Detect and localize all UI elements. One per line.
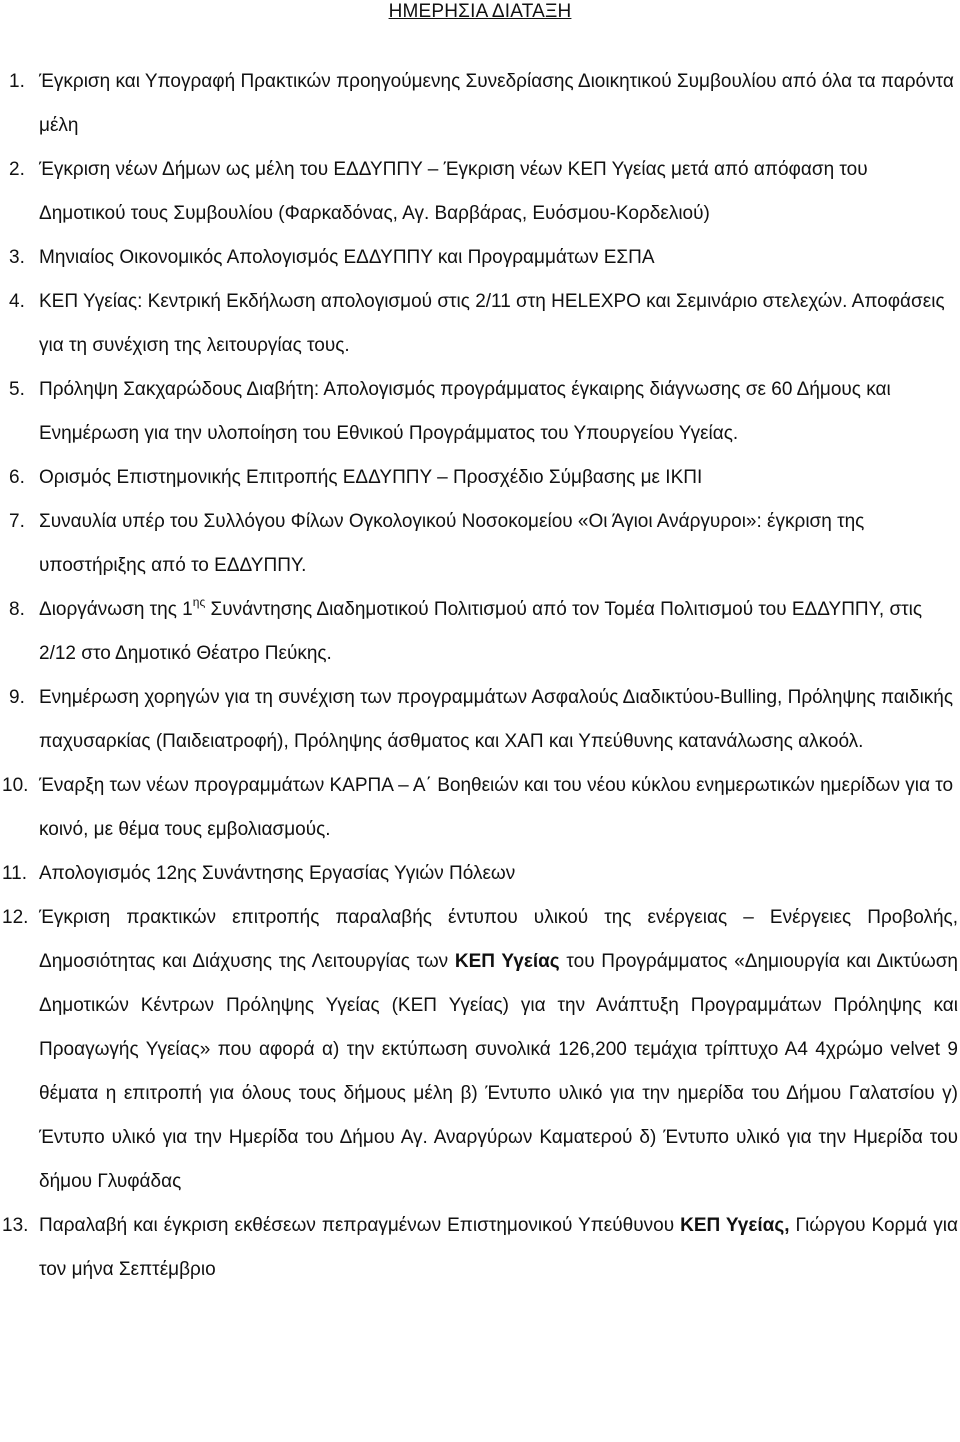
agenda-item-3 <box>0 236 960 280</box>
item-number: 13. <box>2 1215 29 1236</box>
item-text: Πρόληψη Σακχαρώδους Διαβήτη: Απολογισμός προγράμματος έγκαιρης διάγνωσης σε 60 Δήμους και Ενημέρωση για την υλοποίηση του Εθνικού Προγράμματος του Υπουργείου Υγείας. <box>39 379 891 444</box>
item-number: 7. <box>9 511 25 532</box>
agenda-item-2 <box>0 148 960 236</box>
item-number: 4. <box>9 291 25 312</box>
item-number: 6. <box>9 467 25 488</box>
agenda-item-6 <box>0 456 960 500</box>
item-text: Μηνιαίος Οικονομικός Απολογισμός ΕΔΔΥΠΠΥ και Προγραμμάτων ΕΣΠΑ <box>39 247 655 268</box>
item-text-part-a: Παραλαβή και έγκριση εκθέσεων πεπραγμένων Επιστημονικού Υπεύθυνου <box>39 1215 681 1236</box>
item-number: 9. <box>9 687 25 708</box>
agenda-item-11 <box>0 852 960 896</box>
item-text: Έναρξη των νέων προγραμμάτων ΚΑΡΠΑ – Α΄ Βοηθειών και του νέου κύκλου ενημερωτικών ημερίδων για το κοινό, με θέμα τους εμβολιασμούς. <box>39 775 954 840</box>
item-number: 3. <box>9 247 25 268</box>
item-text: Συναυλία υπέρ του Συλλόγου Φίλων Ογκολογικού Νοσοκομείου «Οι Άγιοι Ανάργυροι»: έγκριση της υποστήριξης από το ΕΔΔΥΠΠΥ. <box>39 511 865 576</box>
item-text-part-a: Έγκριση πρακτικών επιτροπής παραλαβής έντυπου υλικού της ενέργειας – Ενέργειες Προβολής, Δημοσιότητας και Διάχυσης της Λειτουργίας των <box>39 907 958 972</box>
agenda-item-12 <box>0 896 960 1204</box>
item-text: ΚΕΠ Υγείας: Κεντρική Εκδήλωση απολογισμού στις 2/11 στη HELEXPO και Σεμινάριο στελεχών. Αποφάσεις για τη συνέχιση της λειτουργίας τους. <box>39 291 945 356</box>
agenda-item-5 <box>0 368 960 456</box>
agenda-item-9 <box>0 676 960 764</box>
item-number: 8. <box>9 599 25 620</box>
bold-emphasis: ΚΕΠ Υγείας, <box>680 1215 790 1236</box>
item-text-part-b: του Προγράμματος «Δημιουργία και Δικτύωση Δημοτικών Κέντρων Πρόληψης Υγείας (ΚΕΠ Υγείας) για την Ανάπτυξη Προγραμμάτων Πρόληψης και Προαγωγής Υγείας» που αφορά α) την εκτύπωση συνολικά 126,200 τεμάχια τρίπτυχο Α4 4χρώμο velvet 9 θέματα η επιτροπή για όλους τους δήμους μέλη β) Έντυπο υλικό για την ημερίδα του Δήμου Γαλατσίου γ) Έντυπο υλικό για την Ημερίδα του Δήμου Αγ. Αναργύρων Καματερού δ) Έντυπο υλικό για την Ημερίδα του δήμου Γλυφάδας <box>39 951 958 1192</box>
item-text: Έγκριση νέων Δήμων ως μέλη του ΕΔΔΥΠΠΥ – Έγκριση νέων ΚΕΠ Υγείας μετά από απόφαση του Δημοτικού τους Συμβουλίου (Φαρκαδόνας, Αγ. Βαρβάρας, Ευόσμου-Κορδελιού) <box>39 159 868 224</box>
agenda-item-4 <box>0 280 960 368</box>
bold-emphasis: ΚΕΠ Υγείας <box>454 951 560 972</box>
item-text: Ενημέρωση χορηγών για τη συνέχιση των προγραμμάτων Ασφαλούς Διαδικτύου-Bulling, Πρόληψης παιδικής παχυσαρκίας (Παιδειατροφή), Πρόληψης άσθματος και ΧΑΠ και Υπεύθυνης κατανάλωσης αλκοόλ. <box>39 687 954 752</box>
item-number: 12. <box>2 907 29 928</box>
item-number: 1. <box>9 71 25 92</box>
agenda-list <box>0 60 960 1292</box>
agenda-item-1 <box>0 60 960 148</box>
item-text-part-b: Γιώργου Κορμά για τον μήνα Σεπτέμβριο <box>39 1215 958 1280</box>
item-number: 10. <box>2 775 29 796</box>
item-text-part-a: Διοργάνωση της 1 <box>39 599 193 620</box>
item-text: Έγκριση και Υπογραφή Πρακτικών προηγούμενης Συνεδρίασης Διοικητικού Συμβουλίου από όλα τα παρόντα μέλη <box>39 71 954 136</box>
item-number: 5. <box>9 379 25 400</box>
item-number: 11. <box>2 863 28 884</box>
agenda-item-7 <box>0 500 960 588</box>
item-number: 2. <box>9 159 25 180</box>
item-text-part-b: Συνάντησης Διαδημοτικού Πολιτισμού από τον Τομέα Πολιτισμού του ΕΔΔΥΠΠΥ, στις 2/12 στο Δημοτικό Θέατρο Πεύκης. <box>39 599 923 664</box>
ordinal-superscript: ης <box>192 595 206 609</box>
agenda-item-10 <box>0 764 960 852</box>
agenda-heading: ΗΜΕΡΗΣΙΑ ΔΙΑΤΑΞΗ <box>388 1 572 22</box>
agenda-item-13 <box>0 1204 960 1292</box>
agenda-item-8 <box>0 588 960 676</box>
item-text: Ορισμός Επιστημονικής Επιτροπής ΕΔΔΥΠΠΥ – Προσχέδιο Σύμβασης με ΙΚΠΙ <box>39 467 703 488</box>
item-text: Απολογισμός 12ης Συνάντησης Εργασίας Υγιών Πόλεων <box>39 863 516 884</box>
